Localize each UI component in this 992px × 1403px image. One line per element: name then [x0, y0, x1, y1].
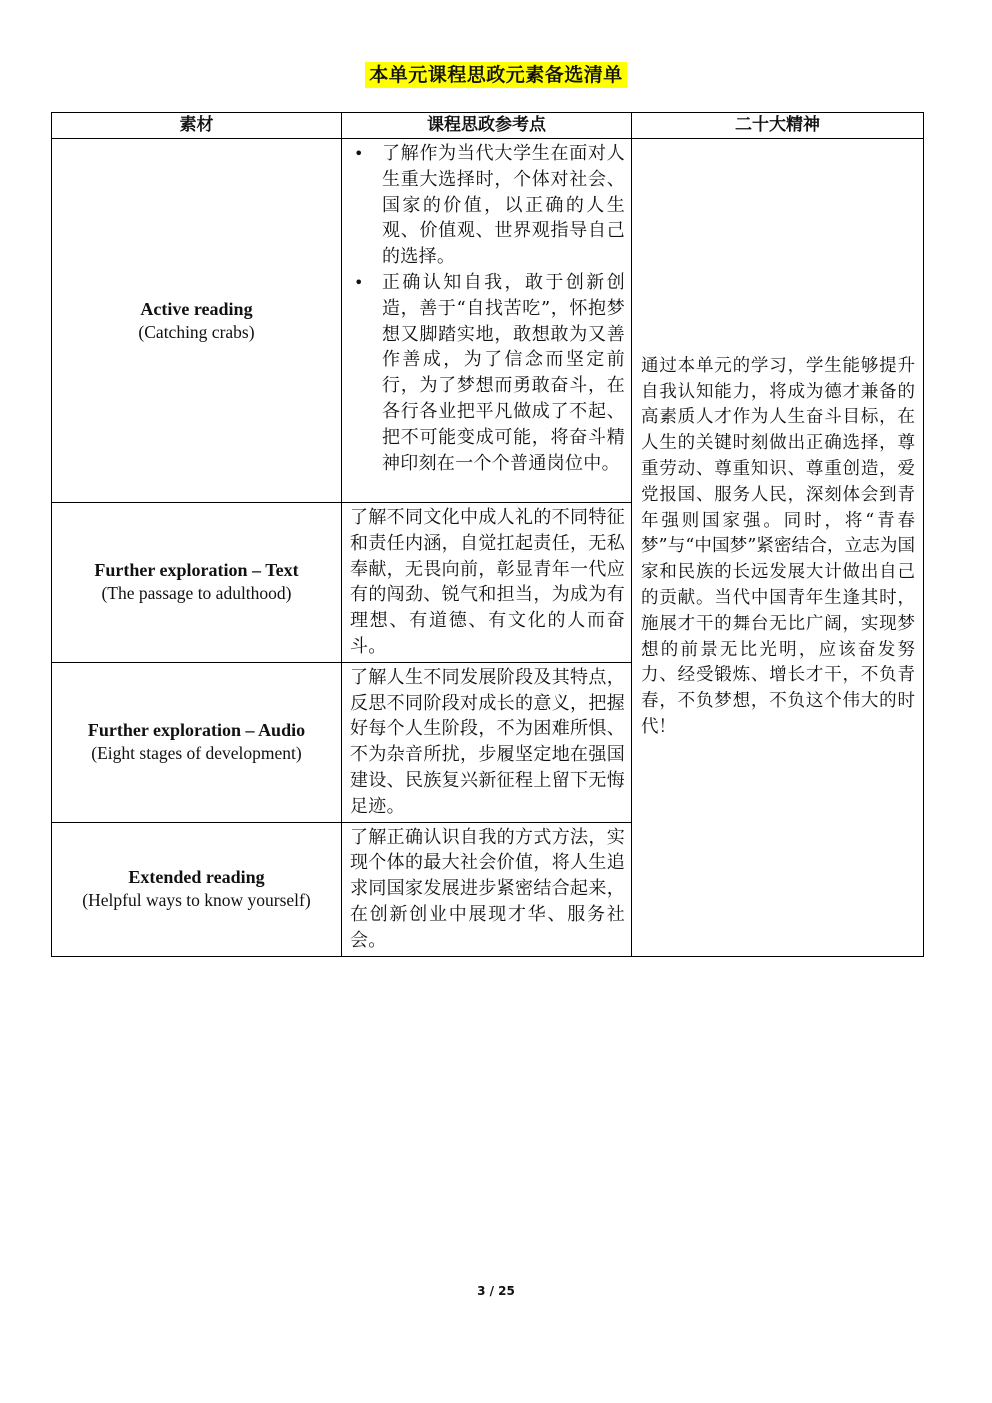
- spirit-text: 通过本单元的学习，学生能够提升自我认知能力，将成为德才兼备的高素质人才作为人生奋斗目标，在人生的关键时刻做出正确选择，尊重劳动、尊重知识、尊重创造，爱党报国、服务人民，深刻体会到青年强则国家强。同时，将“青春梦”与“中国梦”紧密结合，立志为国家和民族的长远发展大计做出自己的贡献。当代中国青年生逢其时，施展才干的舞台无比广阔，实现梦想的前景无比光明，应该奋发努力、经受锻炼、增长才干，不负青春，不负梦想，不负这个伟大的时代！: [641, 355, 915, 737]
- page-title-text: 本单元课程思政元素备选清单: [365, 62, 627, 88]
- reference-point-text: 了解人生不同发展阶段及其特点，反思不同阶段对成长的意义，把握好每个人生阶段，不为困难所惧、不为杂音所扰，步履坚定地在强国建设、民族复兴新征程上留下无悔足迹。: [350, 666, 625, 817]
- material-cell: [52, 503, 342, 663]
- header-reference-points: 课程思政参考点: [342, 113, 632, 139]
- spirit-cell: [632, 139, 924, 957]
- material-title: Extended reading: [128, 867, 265, 888]
- page-number: 3 / 25: [477, 1284, 515, 1298]
- material-subtitle: (Helpful ways to know yourself): [82, 890, 311, 911]
- bullet-icon: •: [354, 272, 364, 292]
- material-title: Further exploration – Audio: [87, 720, 306, 741]
- ideology-elements-table: [51, 112, 924, 957]
- reference-points-cell: [342, 662, 632, 822]
- reference-points-cell: [342, 139, 632, 503]
- reference-points-cell: [342, 503, 632, 663]
- reference-point-text: 正确认知自我，敢于创新创造，善于“自找苦吃”，怀抱梦想又脚踏实地，敢想敢为又善作善成，为了信念而坚定前行，为了梦想而勇敢奋斗，在各行各业把平凡做成了不起、把不可能变成可能，将奋斗精神印刻在一个个普通岗位中。: [382, 271, 625, 474]
- reference-point-text: 了解不同文化中成人礼的不同特征和责任内涵，自觉扛起责任，无私奉献，无畏向前，彰显青年一代应有的闯劲、锐气和担当，为成为有理想、有道德、有文化的人而奋斗。: [350, 507, 625, 657]
- table-header-row: [52, 113, 924, 139]
- material-cell: [52, 662, 342, 822]
- material-subtitle: (The passage to adulthood): [101, 583, 292, 604]
- material-subtitle: (Eight stages of development): [91, 743, 302, 764]
- list-item: [350, 270, 625, 476]
- header-twentieth-congress-spirit: 二十大精神: [632, 113, 924, 139]
- reference-point-text: 了解作为当代大学生在面对人生重大选择时，个体对社会、国家的价值，以正确的人生观、价值观、世界观指导自己的选择。: [382, 143, 625, 268]
- material-title: Further exploration – Text: [94, 560, 299, 581]
- material-cell: [52, 139, 342, 503]
- list-item: [350, 141, 625, 270]
- page-title: [0, 60, 992, 87]
- reference-points-list: [350, 141, 625, 476]
- reference-point-text: 了解正确认识自我的方式方法，实现个体的最大社会价值，将人生追求同国家发展进步紧密结合起来，在创新创业中展现才华、服务社会。: [350, 826, 625, 951]
- material-title: Active reading: [140, 298, 253, 319]
- material-subtitle: (Catching crabs): [138, 321, 255, 342]
- material-cell: [52, 822, 342, 956]
- table-row: [52, 139, 924, 503]
- reference-points-cell: [342, 822, 632, 956]
- header-material: 素材: [52, 113, 342, 139]
- bullet-icon: •: [354, 144, 364, 163]
